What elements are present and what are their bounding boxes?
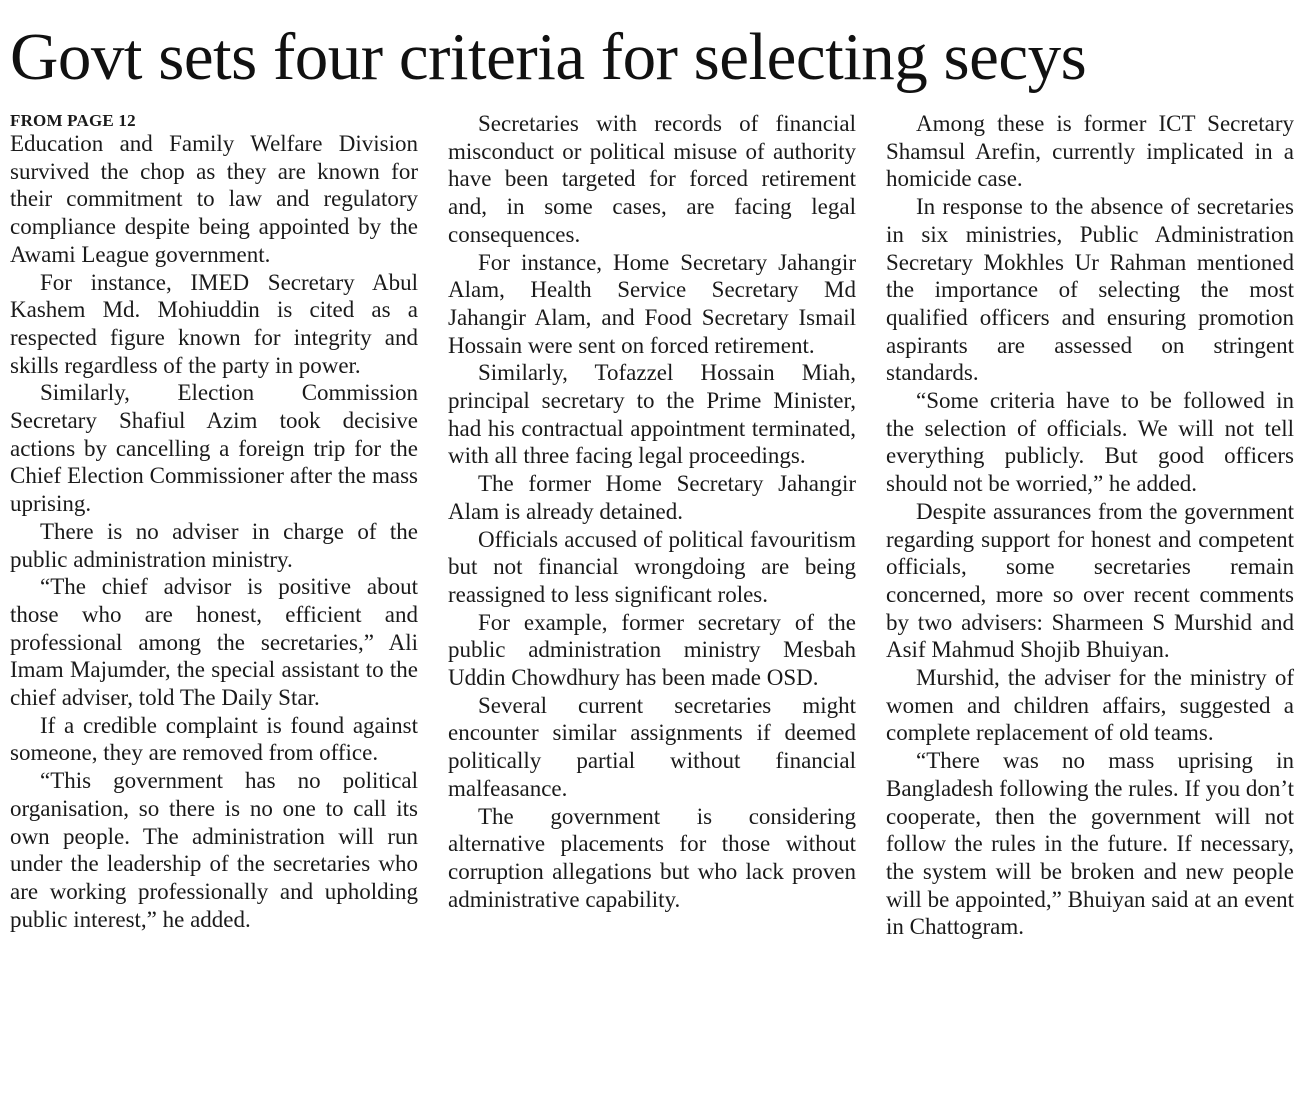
article-body bbox=[10, 110, 1296, 941]
headline: Govt sets four criteria for selecting secys bbox=[10, 20, 1087, 94]
paragraph: “This government has no political organisation, so there is no one to call its own people. The administration will run under the leadership of the secretaries who are working professionally and upholding public interest,” he added. bbox=[10, 768, 418, 932]
paragraph: Among these is former ICT Secretary Shamsul Arefin, currently implicated in a homicide case. bbox=[886, 111, 1294, 192]
column-3 bbox=[886, 110, 1294, 941]
paragraph: “There was no mass uprising in Bangladesh following the rules. If you don’t cooperate, then the government will not follow the rules in the future. If necessary, the system will be broken and new people will be appointed,” Bhuiyan said at an event in Chattogram. bbox=[886, 748, 1294, 940]
paragraph: Similarly, Tofazzel Hossain Miah, principal secretary to the Prime Minister, had his contractual appointment terminated, with all three facing legal proceedings. bbox=[448, 360, 856, 469]
paragraph: In response to the absence of secretaries in six ministries, Public Administration Secretary Mokhles Ur Rahman mentioned the importance of selecting the most qualified officers and ensuring promotion aspirants are assessed on stringent standards. bbox=[886, 194, 1294, 386]
column-1 bbox=[10, 110, 418, 941]
paragraph: “The chief advisor is positive about those who are honest, efficient and professional among the secretaries,” Ali Imam Majumder, the special assistant to the chief adviser, told The Daily Star. bbox=[10, 574, 418, 711]
jump-label: FROM PAGE 12 bbox=[10, 111, 136, 130]
paragraph: “Some criteria have to be followed in the selection of officials. We will not tell everything publicly. But good officers should not be worried,” he added. bbox=[886, 388, 1294, 497]
paragraph: For instance, Home Secretary Jahangir Alam, Health Service Secretary Md Jahangir Alam, and Food Secretary Ismail Hossain were sent on forced retirement. bbox=[448, 249, 856, 358]
paragraph: Several current secretaries might encounter similar assignments if deemed politically partial without financial malfeasance. bbox=[448, 692, 856, 801]
paragraph: If a credible complaint is found against someone, they are removed from office. bbox=[10, 712, 418, 766]
paragraph: The government is considering alternative placements for those without corruption allegations but who lack proven administrative capability. bbox=[448, 803, 856, 912]
paragraph: For example, former secretary of the public administration ministry Mesbah Uddin Chowdhury has been made OSD. bbox=[448, 609, 856, 691]
paragraph: The former Home Secretary Jahangir Alam is already detained. bbox=[448, 471, 856, 524]
paragraph: There is no adviser in charge of the public administration ministry. bbox=[10, 518, 418, 572]
paragraph: Despite assurances from the government regarding support for honest and competent officials, some secretaries remain concerned, more so over recent comments by two advisers: Sharmeen S Murshid and Asif Mahmud Shojib Bhuiyan. bbox=[886, 498, 1294, 663]
paragraph: Secretaries with records of financial misconduct or political misuse of authority have been targeted for forced retirement and, in some cases, are facing legal consequences. bbox=[448, 111, 856, 247]
paragraph: Murshid, the adviser for the ministry of women and children affairs, suggested a complete replacement of old teams. bbox=[886, 665, 1294, 746]
paragraph: Education and Family Welfare Division survived the chop as they are known for their commitment to law and regulatory compliance despite being appointed by the Awami League government. bbox=[10, 131, 418, 267]
paragraph: For instance, IMED Secretary Abul Kashem Md. Mohiuddin is cited as a respected figure known for integrity and skills regardless of the party in power. bbox=[10, 269, 418, 378]
paragraph: Officials accused of political favouritism but not financial wrongdoing are being reassigned to less significant roles. bbox=[448, 526, 856, 607]
paragraph: Similarly, Election Commission Secretary Shafiul Azim took decisive actions by cancelling a foreign trip for the Chief Election Commissioner after the mass uprising. bbox=[10, 380, 418, 517]
column-2 bbox=[448, 110, 856, 941]
